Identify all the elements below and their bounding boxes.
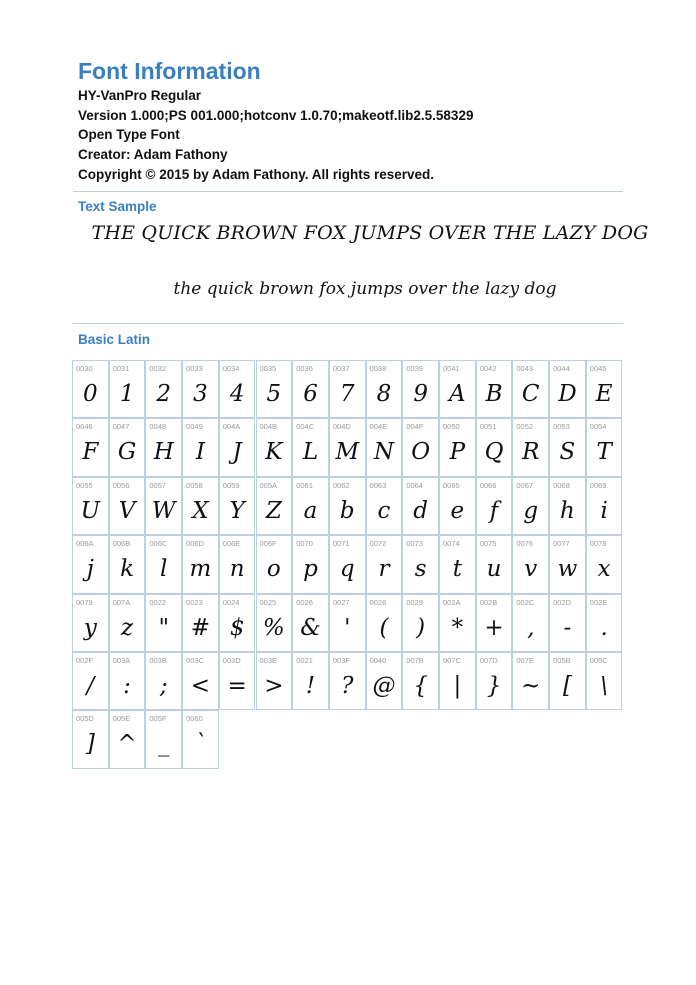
glyph-code: 004D bbox=[332, 422, 351, 432]
glyph-code: 002C bbox=[516, 597, 535, 607]
glyph-sample: a bbox=[303, 497, 318, 524]
glyph-code: 0058 bbox=[186, 480, 203, 490]
glyph-code: 0045 bbox=[589, 364, 607, 373]
glyph-cell bbox=[366, 594, 403, 652]
glyph-sample: > bbox=[264, 673, 284, 699]
glyph-code: 007D bbox=[479, 656, 498, 665]
glyph-cell bbox=[586, 535, 623, 593]
glyph-cell bbox=[476, 477, 513, 535]
glyph-sample: n bbox=[229, 556, 245, 583]
glyph-code: 0070 bbox=[296, 539, 313, 549]
glyph-sample: $ bbox=[229, 614, 245, 641]
glyph-cell bbox=[476, 535, 513, 593]
basic-latin-heading: Basic Latin bbox=[78, 332, 151, 347]
glyph-sample: k bbox=[120, 556, 134, 583]
glyph-code: 003B bbox=[149, 656, 167, 665]
glyph-sample: B bbox=[485, 381, 503, 407]
glyph-code: 0051 bbox=[479, 422, 497, 432]
glyph-cell bbox=[219, 477, 256, 535]
glyph-cell bbox=[292, 594, 329, 652]
glyph-code: 0075 bbox=[479, 539, 497, 549]
glyph-sample: / bbox=[86, 673, 95, 699]
glyph-sample: & bbox=[300, 614, 321, 641]
glyph-sample: s bbox=[414, 556, 427, 583]
glyph-code: 0077 bbox=[553, 539, 570, 549]
glyph-cell bbox=[402, 652, 439, 710]
glyph-cell bbox=[586, 360, 623, 418]
glyph-cell bbox=[329, 594, 366, 652]
glyph-cell bbox=[586, 477, 623, 535]
glyph-code: 005D bbox=[76, 714, 94, 724]
glyph-sample: _ bbox=[157, 731, 170, 758]
glyph-code: 0035 bbox=[259, 364, 277, 373]
glyph-code: 0067 bbox=[516, 480, 534, 490]
font-creator: Creator: Adam Fathony bbox=[78, 147, 228, 163]
glyph-cell bbox=[329, 360, 366, 418]
glyph-sample: e bbox=[450, 497, 465, 524]
glyph-code: 002B bbox=[479, 597, 498, 607]
glyph-sample: @ bbox=[372, 673, 396, 699]
glyph-sample: O bbox=[411, 439, 431, 466]
glyph-cell bbox=[329, 418, 366, 476]
glyph-sample: ! bbox=[305, 673, 316, 699]
glyph-sample: = bbox=[227, 673, 247, 699]
glyph-cell bbox=[476, 594, 513, 652]
glyph-sample: ` bbox=[194, 731, 207, 758]
glyph-cell bbox=[366, 477, 403, 535]
glyph-code: 0069 bbox=[589, 480, 607, 490]
glyph-cell bbox=[219, 360, 256, 418]
glyph-code: 007B bbox=[406, 656, 424, 665]
glyph-sample: - bbox=[563, 614, 572, 641]
glyph-sample: { bbox=[413, 673, 428, 699]
glyph-code: 002A bbox=[443, 597, 461, 607]
glyph-cell bbox=[439, 360, 476, 418]
glyph-cell bbox=[256, 535, 293, 593]
glyph-code: 0074 bbox=[443, 539, 460, 549]
glyph-sample: d bbox=[413, 497, 428, 524]
glyph-cell bbox=[145, 535, 182, 593]
font-name: HY-VanPro Regular bbox=[78, 88, 202, 103]
glyph-cell bbox=[476, 652, 513, 710]
glyph-code: 0059 bbox=[222, 480, 240, 490]
glyph-cell bbox=[476, 418, 513, 476]
glyph-cell bbox=[512, 652, 549, 710]
glyph-sample: C bbox=[521, 381, 540, 407]
glyph-code: 0078 bbox=[589, 539, 607, 549]
glyph-code: 004B bbox=[259, 422, 278, 432]
glyph-code: 006F bbox=[259, 539, 277, 549]
glyph-cell bbox=[145, 360, 182, 418]
glyph-sample: F bbox=[82, 439, 99, 466]
glyph-cell bbox=[549, 594, 586, 652]
glyph-sample: I bbox=[195, 439, 205, 466]
glyph-cell bbox=[72, 710, 109, 768]
glyph-cell bbox=[72, 594, 109, 652]
glyph-sample: x bbox=[597, 556, 611, 583]
glyph-code: 0041 bbox=[443, 364, 460, 373]
glyph-cell bbox=[329, 535, 366, 593]
glyph-code: 005C bbox=[589, 656, 608, 665]
glyph-cell bbox=[182, 535, 219, 593]
glyph-sample: h bbox=[560, 497, 575, 524]
glyph-cell bbox=[402, 418, 439, 476]
glyph-cell bbox=[256, 360, 293, 418]
glyph-sample: P bbox=[449, 439, 466, 466]
glyph-code: 0024 bbox=[222, 597, 240, 607]
glyph-cell bbox=[329, 477, 366, 535]
glyph-cell bbox=[109, 594, 146, 652]
glyph-code: 0036 bbox=[296, 364, 313, 373]
glyph-cell bbox=[366, 652, 403, 710]
glyph-code: 006C bbox=[149, 539, 168, 549]
glyph-cell bbox=[329, 652, 366, 710]
glyph-code: 0061 bbox=[296, 480, 313, 490]
glyph-code: 003F bbox=[332, 656, 350, 665]
glyph-sample: c bbox=[377, 497, 391, 524]
glyph-cell bbox=[292, 477, 329, 535]
glyph-sample: L bbox=[302, 439, 319, 466]
glyph-cell bbox=[72, 477, 109, 535]
glyph-sample: 9 bbox=[413, 381, 428, 407]
glyph-cell bbox=[439, 535, 476, 593]
glyph-sample: < bbox=[190, 673, 211, 699]
glyph-sample: | bbox=[453, 673, 462, 699]
glyph-sample: g bbox=[523, 497, 539, 524]
glyph-cell bbox=[512, 594, 549, 652]
glyph-cell bbox=[256, 594, 293, 652]
glyph-cell bbox=[402, 477, 439, 535]
glyph-sample: 7 bbox=[339, 381, 355, 407]
glyph-sample: Z bbox=[265, 497, 282, 524]
glyph-code: 0038 bbox=[369, 364, 387, 373]
font-info bbox=[78, 86, 473, 185]
glyph-sample: j bbox=[86, 556, 94, 583]
glyph-cell bbox=[366, 418, 403, 476]
glyph-code: 0052 bbox=[516, 422, 534, 432]
glyph-cell bbox=[402, 360, 439, 418]
glyph-sample: v bbox=[524, 556, 538, 583]
glyph-sample: l bbox=[160, 556, 168, 583]
glyph-cell bbox=[512, 418, 549, 476]
glyph-cell bbox=[476, 360, 513, 418]
glyph-cell bbox=[109, 477, 146, 535]
glyph-cell bbox=[549, 652, 586, 710]
glyph-sample: o bbox=[266, 556, 281, 583]
glyph-code: 0021 bbox=[296, 656, 313, 665]
glyph-cell bbox=[109, 652, 146, 710]
glyph-sample: T bbox=[596, 439, 612, 466]
glyph-sample: * bbox=[451, 614, 464, 641]
glyph-code: 0032 bbox=[149, 364, 167, 373]
glyph-sample: ( bbox=[379, 614, 389, 641]
glyph-sample: 0 bbox=[83, 381, 98, 407]
glyph-code: 0079 bbox=[76, 597, 93, 607]
glyph-code: 005B bbox=[553, 656, 571, 665]
glyph-code: 0028 bbox=[369, 597, 387, 607]
glyph-cell bbox=[366, 360, 403, 418]
glyph-cell bbox=[145, 418, 182, 476]
glyph-sample: 4 bbox=[229, 381, 245, 407]
glyph-code: 007E bbox=[516, 656, 534, 665]
glyph-sample: ? bbox=[341, 673, 354, 699]
font-type: Open Type Font bbox=[78, 127, 180, 143]
glyph-sample: % bbox=[262, 614, 285, 641]
text-sample-heading: Text Sample bbox=[78, 199, 157, 214]
glyph-cell bbox=[109, 360, 146, 418]
glyph-cell bbox=[549, 418, 586, 476]
glyph-code: 002F bbox=[76, 656, 94, 665]
glyph-code: 0057 bbox=[149, 480, 167, 490]
glyph-code: 0034 bbox=[222, 364, 240, 373]
glyph-code: 006B bbox=[112, 539, 131, 549]
glyph-code: 0071 bbox=[332, 539, 350, 549]
glyph-cell bbox=[182, 594, 219, 652]
glyph-sample: D bbox=[558, 381, 577, 407]
glyph-code: 003C bbox=[186, 656, 205, 665]
glyph-code: 0053 bbox=[553, 422, 570, 432]
glyph-code: 0063 bbox=[369, 480, 387, 490]
glyph-sample: W bbox=[151, 497, 176, 524]
glyph-sample: 2 bbox=[156, 381, 172, 407]
glyph-sample: K bbox=[265, 439, 283, 466]
glyph-cell bbox=[145, 710, 182, 768]
glyph-sample: w bbox=[557, 556, 578, 583]
glyph-sample: t bbox=[452, 556, 462, 583]
glyph-code: 003A bbox=[112, 656, 131, 665]
glyph-cell bbox=[182, 418, 219, 476]
glyph-sample: X bbox=[192, 497, 209, 524]
glyph-cell bbox=[219, 418, 256, 476]
divider bbox=[73, 191, 623, 192]
glyph-sample: 1 bbox=[119, 381, 135, 407]
glyph-code: 006A bbox=[76, 539, 94, 549]
divider bbox=[73, 323, 623, 324]
page-title: Font Information bbox=[78, 58, 261, 84]
glyph-code: 0068 bbox=[553, 480, 570, 490]
glyph-sample: ] bbox=[85, 731, 95, 758]
glyph-sample: N bbox=[373, 439, 394, 466]
glyph-code: 0044 bbox=[553, 364, 570, 373]
glyph-sample: } bbox=[486, 673, 502, 699]
glyph-code: 0076 bbox=[516, 539, 534, 549]
glyph-sample: 5 bbox=[266, 381, 282, 407]
glyph-code: 004F bbox=[406, 422, 424, 432]
glyph-code: 0062 bbox=[332, 480, 350, 490]
glyph-cell bbox=[256, 652, 293, 710]
glyph-sample: A bbox=[449, 381, 466, 407]
glyph-cell bbox=[586, 418, 623, 476]
glyph-sample: : bbox=[123, 673, 131, 699]
glyph-cell bbox=[182, 360, 219, 418]
glyph-code: 0065 bbox=[443, 480, 460, 490]
glyph-code: 0037 bbox=[332, 364, 350, 373]
glyph-code: 0073 bbox=[406, 539, 423, 549]
glyph-cell bbox=[256, 418, 293, 476]
glyph-cell bbox=[549, 360, 586, 418]
glyph-cell bbox=[219, 535, 256, 593]
glyph-cell bbox=[586, 652, 623, 710]
glyph-cell bbox=[402, 535, 439, 593]
glyph-sample: E bbox=[595, 381, 613, 407]
glyph-cell bbox=[512, 477, 549, 535]
glyph-cell bbox=[72, 360, 109, 418]
glyph-code: 007C bbox=[443, 656, 461, 665]
glyph-sample: 6 bbox=[303, 381, 318, 407]
glyph-cell bbox=[439, 652, 476, 710]
glyph-code: 006D bbox=[186, 539, 205, 549]
glyph-sample: " bbox=[158, 614, 170, 641]
glyph-code: 005A bbox=[259, 480, 278, 490]
glyph-sample: Y bbox=[229, 497, 245, 524]
glyph-sample: , bbox=[527, 614, 535, 641]
glyph-code: 003D bbox=[222, 656, 241, 665]
glyph-sample: S bbox=[559, 439, 576, 466]
glyph-code: 0049 bbox=[186, 422, 203, 432]
glyph-sample: ^ bbox=[117, 731, 137, 758]
glyph-code: 0033 bbox=[186, 364, 203, 373]
glyph-sample: r bbox=[378, 556, 390, 583]
glyph-cell bbox=[512, 360, 549, 418]
glyph-sample: J bbox=[232, 439, 242, 466]
glyph-sample: m bbox=[189, 556, 212, 583]
glyph-cell bbox=[72, 418, 109, 476]
glyph-code: 005E bbox=[112, 714, 131, 724]
glyph-code: 0039 bbox=[406, 364, 423, 373]
glyph-code: 0025 bbox=[259, 597, 277, 607]
glyph-code: 0046 bbox=[76, 422, 93, 432]
glyph-code: 0030 bbox=[76, 364, 93, 373]
glyph-code: 003E bbox=[259, 656, 278, 665]
glyph-code: 0066 bbox=[479, 480, 497, 490]
glyph-cell bbox=[549, 477, 586, 535]
glyph-code: 0022 bbox=[149, 597, 167, 607]
glyph-code: 0026 bbox=[296, 597, 313, 607]
glyph-cell bbox=[292, 418, 329, 476]
glyph-cell bbox=[439, 418, 476, 476]
glyph-cell bbox=[109, 710, 146, 768]
glyph-sample: b bbox=[339, 497, 355, 524]
glyph-code: 006E bbox=[222, 539, 241, 549]
glyph-sample: y bbox=[83, 614, 97, 641]
glyph-sample: . bbox=[600, 614, 608, 641]
glyph-code: 0042 bbox=[479, 364, 497, 373]
glyph-cell bbox=[72, 535, 109, 593]
glyph-code: 0072 bbox=[369, 539, 387, 549]
glyph-code: 0031 bbox=[112, 364, 130, 373]
glyph-cell bbox=[182, 710, 219, 768]
glyph-sample: u bbox=[486, 556, 502, 583]
glyph-cell bbox=[219, 652, 256, 710]
font-copyright: Copyright © 2015 by Adam Fathony. All rights reserved. bbox=[78, 166, 435, 182]
glyph-code: 0064 bbox=[406, 480, 423, 490]
glyph-code: 005F bbox=[149, 714, 167, 724]
glyph-cell bbox=[292, 360, 329, 418]
glyph-code: 0040 bbox=[369, 656, 387, 665]
glyph-code: 007A bbox=[112, 597, 131, 607]
glyph-cell bbox=[182, 477, 219, 535]
glyph-sample: V bbox=[118, 497, 136, 524]
glyph-sample: R bbox=[522, 439, 540, 466]
glyph-cell bbox=[402, 594, 439, 652]
glyph-sample: ) bbox=[416, 614, 426, 641]
glyph-sample: i bbox=[600, 497, 608, 524]
glyph-cell bbox=[109, 418, 146, 476]
glyph-sample: ; bbox=[159, 673, 168, 699]
glyph-code: 0029 bbox=[406, 597, 423, 607]
glyph-code: 002D bbox=[553, 597, 572, 607]
glyph-sample: 3 bbox=[193, 381, 208, 407]
glyph-cell bbox=[366, 535, 403, 593]
glyph-cell bbox=[292, 535, 329, 593]
glyph-code: 004C bbox=[296, 422, 315, 432]
glyph-cell bbox=[72, 652, 109, 710]
glyph-sample: z bbox=[120, 614, 134, 641]
glyph-code: 002E bbox=[589, 597, 608, 607]
glyph-sample: U bbox=[80, 497, 101, 524]
glyph-cell bbox=[256, 477, 293, 535]
glyph-code: 0056 bbox=[112, 480, 130, 490]
glyph-cell bbox=[145, 652, 182, 710]
glyph-sample: \ bbox=[600, 673, 609, 699]
glyph-code: 0050 bbox=[443, 422, 460, 432]
font-version: Version 1.000;PS 001.000;hotconv 1.0.70;makeotf.lib2.5.58329 bbox=[78, 107, 474, 123]
glyph-cell bbox=[145, 477, 182, 535]
glyph-cell bbox=[512, 535, 549, 593]
glyph-code: 0054 bbox=[589, 422, 607, 432]
sample-uppercase: THE QUICK BROWN FOX JUMPS OVER THE LAZY DOG bbox=[91, 222, 649, 244]
glyph-sample: G bbox=[117, 439, 137, 466]
glyph-sample: Q bbox=[484, 439, 504, 466]
glyph-cell bbox=[549, 535, 586, 593]
glyph-cell bbox=[219, 594, 256, 652]
glyph-sample: M bbox=[335, 439, 360, 466]
glyph-code: 0055 bbox=[76, 480, 93, 490]
glyph-sample: + bbox=[484, 614, 504, 641]
glyph-code: 004E bbox=[369, 422, 388, 432]
glyph-code: 004A bbox=[222, 422, 241, 432]
glyph-cell bbox=[145, 594, 182, 652]
glyph-cell bbox=[182, 652, 219, 710]
glyph-code: 0023 bbox=[186, 597, 203, 607]
glyph-cell bbox=[292, 652, 329, 710]
glyph-cell bbox=[439, 594, 476, 652]
glyph-sample: ' bbox=[344, 614, 351, 641]
glyph-sample: ~ bbox=[521, 673, 541, 699]
glyph-sample: [ bbox=[562, 673, 572, 699]
glyph-sample: H bbox=[153, 439, 174, 466]
glyph-sample: p bbox=[303, 556, 318, 583]
glyph-code: 0060 bbox=[186, 714, 203, 724]
glyph-cell bbox=[439, 477, 476, 535]
glyph-sample: 8 bbox=[376, 381, 392, 407]
glyph-code: 0048 bbox=[149, 422, 167, 432]
glyph-sample: q bbox=[339, 556, 355, 583]
glyph-sample: f bbox=[489, 497, 499, 524]
glyph-sample: # bbox=[190, 614, 211, 641]
glyph-cell bbox=[109, 535, 146, 593]
glyph-code: 0047 bbox=[112, 422, 130, 432]
glyph-code: 0027 bbox=[332, 597, 350, 607]
glyph-cell bbox=[586, 594, 623, 652]
glyph-code: 0043 bbox=[516, 364, 534, 373]
sample-lowercase: the quick brown fox jumps over the lazy dog bbox=[173, 279, 557, 299]
